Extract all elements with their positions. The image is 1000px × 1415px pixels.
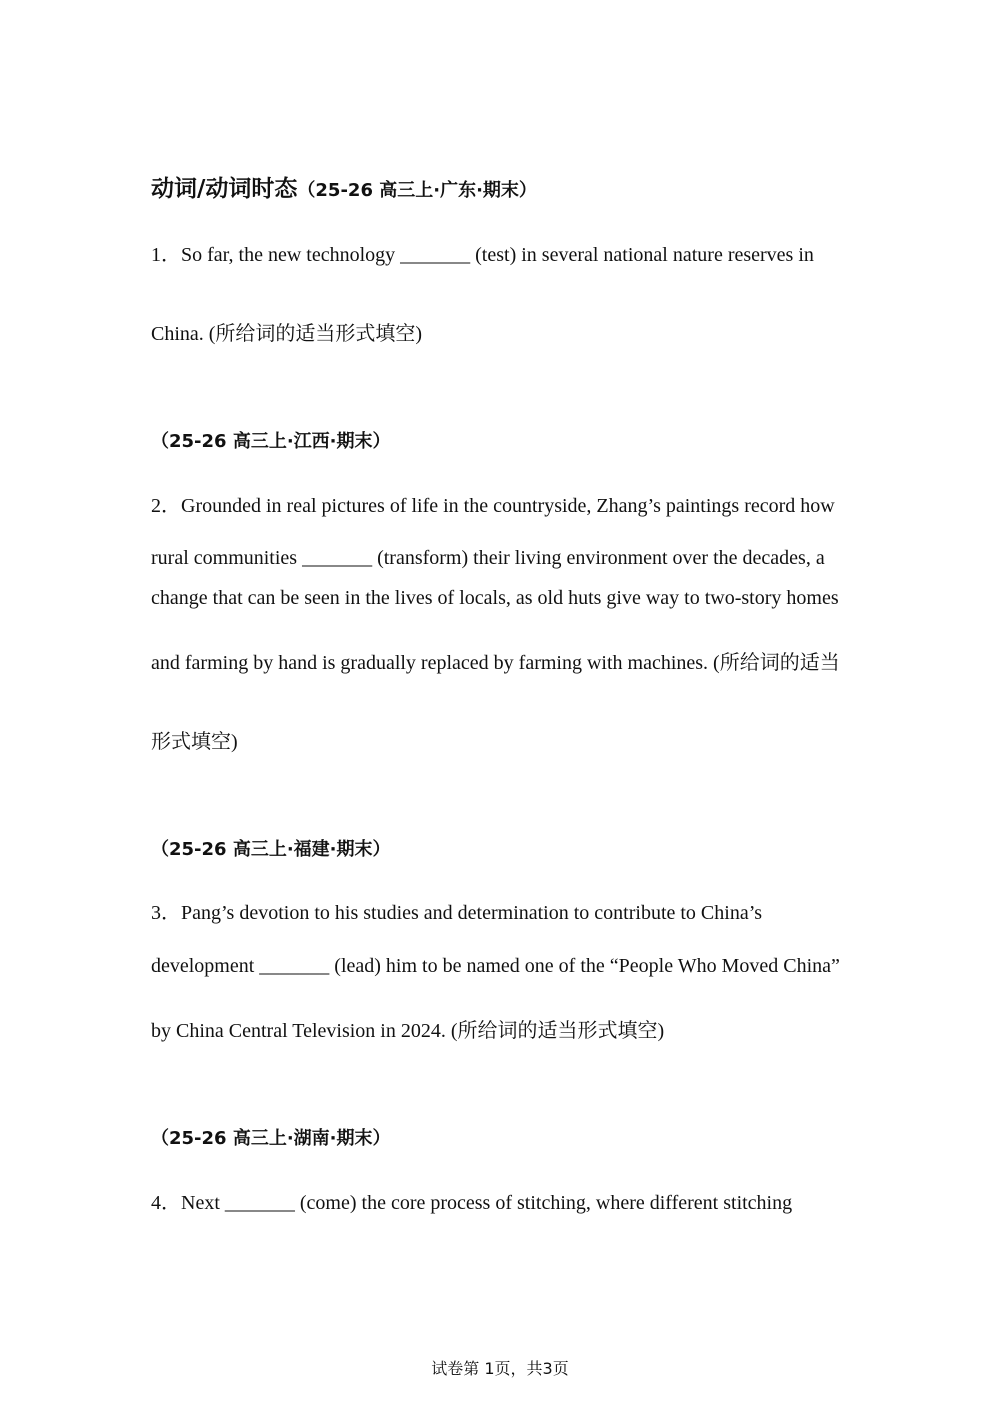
section-heading xyxy=(151,170,537,203)
page-footer: 试卷第 1页，共3页 xyxy=(431,1359,569,1378)
question-1-line-1: 1．So far, the new technology _______ (test) in several national nature reserves in xyxy=(151,244,814,266)
question-2-line-4: and farming by hand is gradually replaced by farming with machines. (所给词的适当 xyxy=(151,652,840,674)
question-1-number: 1． xyxy=(151,244,181,266)
question-2-line-2: rural communities _______ (transform) their living environment over the decades, a xyxy=(151,547,825,569)
question-3-source: （25-26 高三上·福建·期末） xyxy=(151,839,391,860)
question-3-line-2: development _______ (lead) him to be named one of the “People Who Moved China” xyxy=(151,955,840,977)
section-source: （25-26 高三上·广东·期末） xyxy=(297,180,537,201)
question-2-line-3: change that can be seen in the lives of locals, as old huts give way to two-story homes xyxy=(151,587,839,609)
question-4-number: 4． xyxy=(151,1192,181,1214)
question-2-number: 2． xyxy=(151,495,181,517)
question-2-line-1: 2．Grounded in real pictures of life in the countryside, Zhang’s paintings record how xyxy=(151,495,835,517)
question-1-line-2: China. (所给词的适当形式填空) xyxy=(151,323,423,345)
question-4-line-1: 4．Next _______ (come) the core process of stitching, where different stitching xyxy=(151,1192,793,1214)
section-title: 动词/动词时态 xyxy=(151,176,298,202)
question-4-source: （25-26 高三上·湖南·期末） xyxy=(151,1128,391,1149)
question-2-source: （25-26 高三上·江西·期末） xyxy=(151,431,391,452)
question-2-line-5: 形式填空) xyxy=(151,731,238,753)
question-3-line-3: by China Central Television in 2024. (所给词的适当形式填空) xyxy=(151,1020,665,1042)
question-3-number: 3． xyxy=(151,902,181,924)
question-3-line-1: 3．Pang’s devotion to his studies and determination to contribute to China’s xyxy=(151,902,763,924)
